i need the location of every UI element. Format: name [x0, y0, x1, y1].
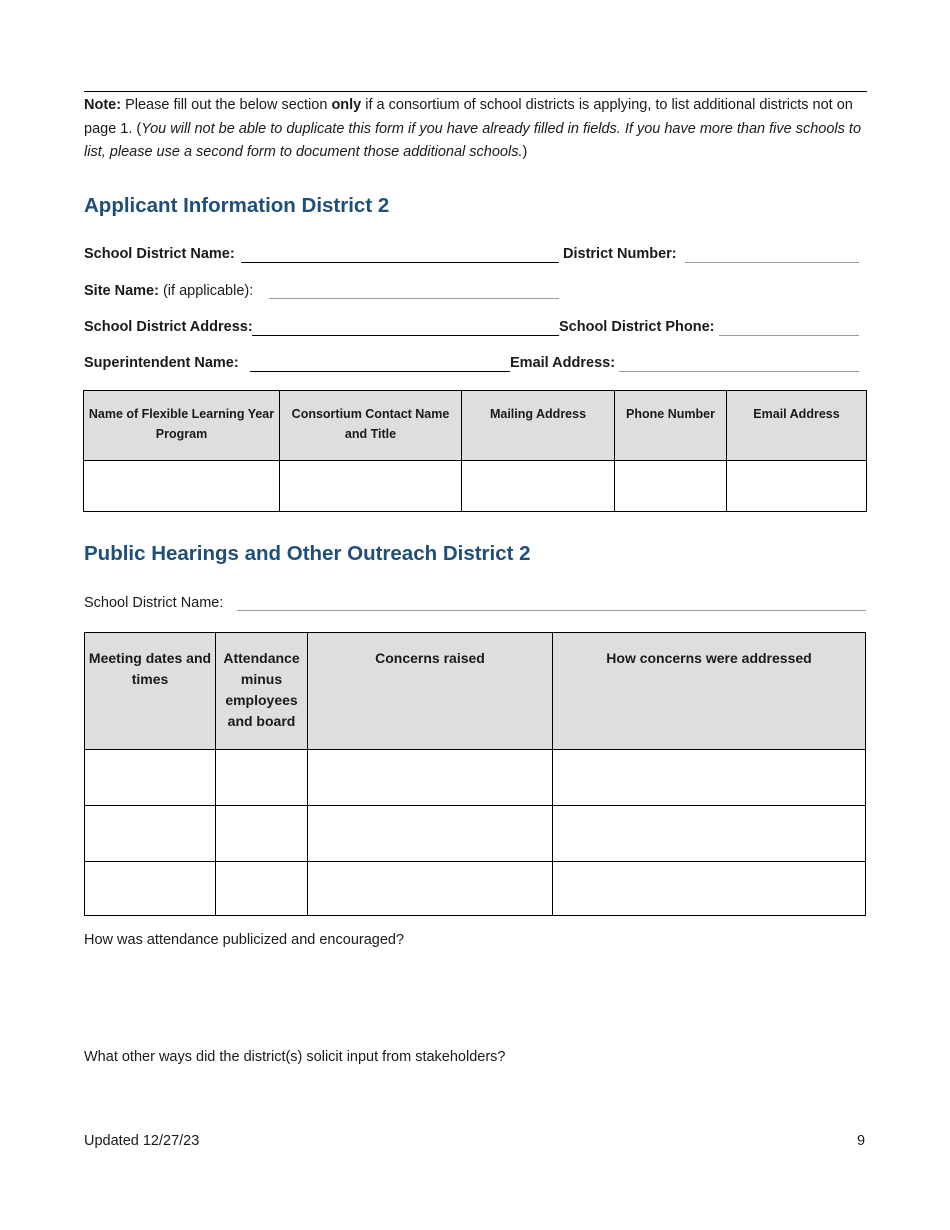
col-concerns-addressed: How concerns were addressed [553, 633, 866, 750]
col-phone-number: Phone Number [615, 391, 727, 461]
site-name-input[interactable] [269, 298, 559, 299]
col-contact-name: Consortium Contact Name and Title [280, 391, 462, 461]
table-cell[interactable] [308, 806, 553, 862]
table-cell[interactable] [308, 862, 553, 916]
hearings-table [84, 632, 866, 916]
district-name-input-2[interactable] [237, 610, 866, 611]
district-name-label: School District Name: [84, 246, 235, 262]
table-cell[interactable] [553, 862, 866, 916]
table-cell[interactable] [462, 461, 615, 512]
email-label: Email Address: [510, 355, 616, 371]
stakeholder-input-question: What other ways did the district(s) solicit input from stakeholders? [84, 1049, 506, 1065]
applicant-info-heading: Applicant Information District 2 [84, 194, 390, 217]
page-number: 9 [857, 1133, 866, 1149]
table-cell[interactable] [216, 750, 308, 806]
table-row [84, 461, 867, 512]
table-cell[interactable] [85, 750, 216, 806]
note-text-1: Please fill out the below section [121, 97, 332, 113]
table-cell[interactable] [280, 461, 462, 512]
note-text-3: ) [522, 144, 528, 160]
note-emphasis: only [331, 97, 362, 113]
district-number-input[interactable] [685, 262, 859, 263]
district-address-label: School District Address: [84, 319, 253, 335]
district-address-input[interactable] [252, 335, 559, 336]
note-label: Note: [84, 97, 122, 113]
col-meeting-dates: Meeting dates and times [85, 633, 216, 750]
col-program-name: Name of Flexible Learning Year Program [84, 391, 280, 461]
table-cell[interactable] [553, 750, 866, 806]
site-name-label: Site Name: (if applicable): [84, 283, 254, 299]
program-contact-table [83, 390, 867, 512]
district-name-label-2: School District Name: [84, 595, 224, 611]
col-email-address: Email Address [727, 391, 867, 461]
table-cell[interactable] [85, 806, 216, 862]
updated-date: Updated 12/27/23 [84, 1133, 200, 1149]
superintendent-input[interactable] [250, 371, 510, 372]
attendance-question: How was attendance publicized and encouraged? [84, 932, 405, 948]
col-concerns-raised: Concerns raised [308, 633, 553, 750]
public-hearings-heading: Public Hearings and Other Outreach District 2 [84, 542, 531, 565]
table-cell[interactable] [727, 461, 867, 512]
col-attendance: Attendance minus employees and board [216, 633, 308, 750]
email-input[interactable] [619, 371, 859, 372]
table-cell[interactable] [553, 806, 866, 862]
district-name-input[interactable] [241, 262, 559, 263]
table-cell[interactable] [216, 862, 308, 916]
district-phone-input[interactable] [719, 335, 859, 336]
note-text-2: if a consortium of school districts is applying, to list additional districts not on page 1. ( [84, 97, 853, 137]
table-cell[interactable] [615, 461, 727, 512]
table-cell[interactable] [84, 461, 280, 512]
consortium-note [84, 91, 867, 165]
table-row [85, 806, 866, 862]
table-cell[interactable] [308, 750, 553, 806]
table-row [85, 862, 866, 916]
table-row [85, 750, 866, 806]
district-number-label: District Number: [563, 246, 677, 262]
superintendent-label: Superintendent Name: [84, 355, 239, 371]
table-cell[interactable] [216, 806, 308, 862]
table-cell[interactable] [85, 862, 216, 916]
col-mailing-address: Mailing Address [462, 391, 615, 461]
district-phone-label: School District Phone: [559, 319, 715, 335]
note-italic: You will not be able to duplicate this form if you have already filled in fields. If you have more than five schools to list, please use a second form to document those additional schools. [84, 120, 862, 160]
